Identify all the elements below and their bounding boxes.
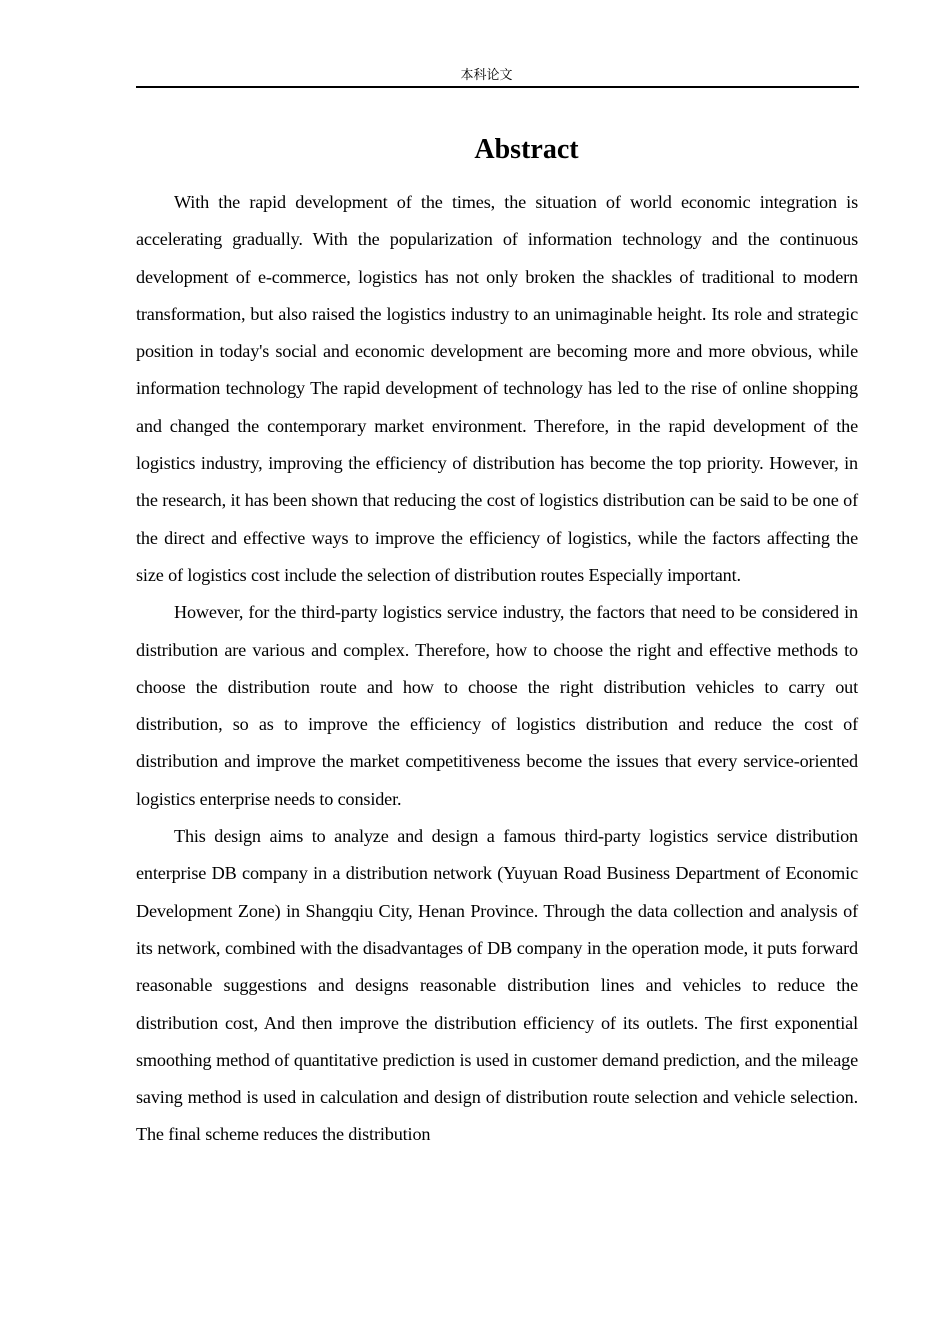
page-header	[136, 66, 859, 88]
abstract-paragraph-3: This design aims to analyze and design a famous third-party logistics service distribution enterprise DB company in a distribution network (Yuyuan Road Business Department of Economic Development Zone) in Shangqiu City, Henan Province. Through the data collection and analysis of its network, combined with the disadvantages of DB company in the operation mode, it puts forward reasonable suggestions and designs reasonable distribution lines and vehicles to reduce the distribution cost, And then improve the distribution efficiency of its outlets. The first exponential smoothing method of quantitative prediction is used in customer demand prediction, and the mileage saving method is used in calculation and design of distribution route selection and vehicle selection. The final scheme reduces the distribution	[136, 826, 858, 1145]
abstract-paragraph-1: With the rapid development of the times, the situation of world economic integration is accelerating gradually. With the popularization of information technology and the continuous development of e-commerce, logistics has not only broken the shackles of traditional to modern transformation, but also raised the logistics industry to an unimaginable height. Its role and strategic position in today's social and economic development are becoming more and more obvious, while information technology The rapid development of technology has led to the rise of online shopping and changed the contemporary market environment. Therefore, in the rapid development of the logistics industry, improving the efficiency of distribution has become the top priority. However, in the research, it has been shown that reducing the cost of logistics distribution can be said to be one of the direct and effective ways to improve the efficiency of logistics, while the factors affecting the size of logistics cost include the selection of distribution routes Especially important.	[136, 192, 858, 585]
page-header-text: 本科论文	[460, 68, 513, 83]
abstract-title: Abstract	[474, 134, 579, 165]
abstract-paragraph-2: However, for the third-party logistics service industry, the factors that need to be considered in distribution are various and complex. Therefore, how to choose the right and effective methods to choose the distribution route and how to choose the right distribution vehicles to carry out distribution, so as to improve the efficiency of logistics distribution and reduce the cost of distribution and improve the market competitiveness become the issues that every service-oriented logistics enterprise needs to consider.	[136, 602, 858, 809]
abstract-body	[136, 184, 858, 1154]
